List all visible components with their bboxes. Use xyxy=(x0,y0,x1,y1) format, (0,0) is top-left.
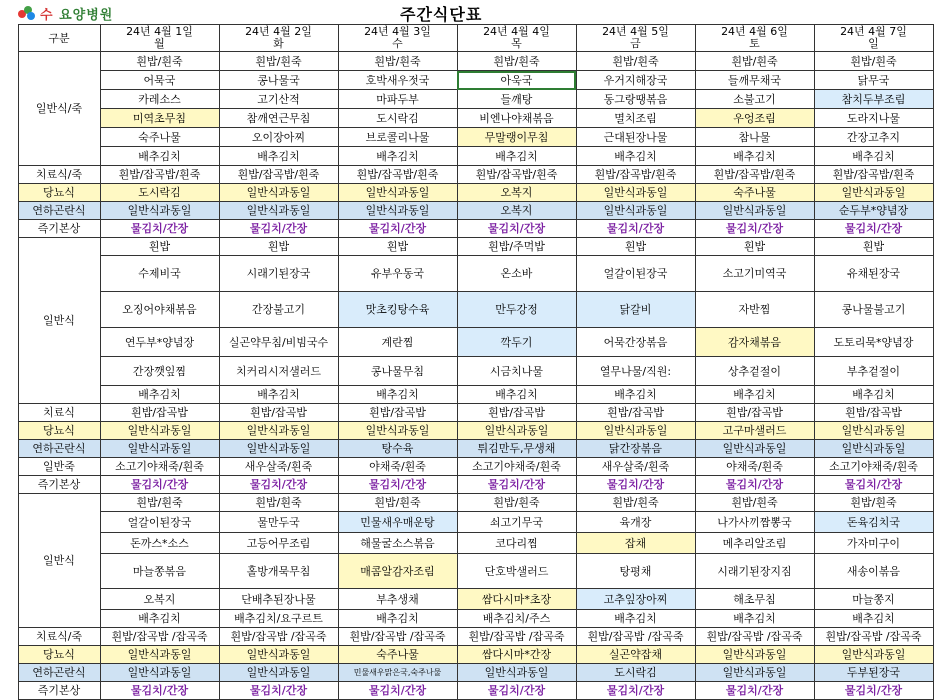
menu-cell: 코다리찜 xyxy=(457,533,576,554)
menu-cell: 배추김치 xyxy=(100,147,219,166)
menu-cell: 열무나물/직원: xyxy=(576,357,695,386)
dysphagia-cell: 두부된장국 xyxy=(814,664,933,682)
breakfast-row xyxy=(0,71,933,90)
menu-cell: 유채된장국 xyxy=(814,256,933,292)
menu-cell: 동그랑땡볶음 xyxy=(576,90,695,109)
dysphagia-cell: 일반식과동일 xyxy=(100,664,219,682)
therapy-cell: 흰밥/잡곡밥 /잡곡죽 xyxy=(457,628,576,646)
menu-cell: 계란찜 xyxy=(338,328,457,357)
diabetic-cell: 일반식과동일 xyxy=(814,422,933,440)
fixed-cell: 물김치/간장 xyxy=(576,476,695,494)
fixed-cell: 물김치/간장 xyxy=(100,220,219,238)
diabetic-cell: 일반식과동일 xyxy=(814,646,933,664)
day-of-week: 월 xyxy=(154,37,165,50)
dysphagia-cell: 일반식과동일 xyxy=(219,202,338,220)
menu-cell: 우엉조림 xyxy=(695,109,814,128)
dinner-diabetic-row xyxy=(0,646,933,664)
dysphagia-cell: 순두부*양념장 xyxy=(814,202,933,220)
menu-cell: 배추김치 xyxy=(219,147,338,166)
lunch-row xyxy=(0,357,933,386)
breakfast-row xyxy=(0,109,933,128)
fixed-cell: 물김치/간장 xyxy=(576,682,695,700)
breakfast-row xyxy=(0,128,933,147)
porridge-cell: 새우살죽/흰죽 xyxy=(219,458,338,476)
menu-cell: 오이장아찌 xyxy=(219,128,338,147)
dysphagia-cell: 튀김만두,무생채 xyxy=(457,440,576,458)
menu-cell: 오징어야채볶음 xyxy=(100,292,219,328)
diabetic-cell: 일반식과동일 xyxy=(457,422,576,440)
menu-cell: 단배추된장나물 xyxy=(219,589,338,610)
menu-cell: 얼갈이된장국 xyxy=(100,512,219,533)
therapy-cell: 흰밥/잡곡밥 xyxy=(219,404,338,422)
fixed-cell: 물김치/간장 xyxy=(457,682,576,700)
menu-cell: 배추김치 xyxy=(695,147,814,166)
therapy-cell: 흰밥/잡곡밥 /잡곡죽 xyxy=(100,628,219,646)
menu-cell: 자반찜 xyxy=(695,292,814,328)
menu-cell: 맛초킹탕수육 xyxy=(338,292,457,328)
logo-text-suffix: 요양병원 xyxy=(59,7,114,23)
menu-cell: 얼갈이된장국 xyxy=(576,256,695,292)
day-of-week: 토 xyxy=(749,37,760,50)
dysphagia-cell: 일반식과동일 xyxy=(695,202,814,220)
porridge-cell: 야채죽/흰죽 xyxy=(695,458,814,476)
fixed-cell: 물김치/간장 xyxy=(814,476,933,494)
dysphagia-cell: 일반식과동일 xyxy=(219,664,338,682)
menu-cell: 부추생채 xyxy=(338,589,457,610)
menu-cell: 무말랭이무침 xyxy=(457,128,576,147)
diabetic-cell: 숙주나물 xyxy=(338,646,457,664)
fixed-cell: 물김치/간장 xyxy=(695,682,814,700)
menu-cell: 쇠고기무국 xyxy=(457,512,576,533)
day-date: 24년 4월 6일 xyxy=(721,25,788,38)
fixed-cell: 물김치/간장 xyxy=(457,476,576,494)
dysphagia-cell: 도시락김 xyxy=(576,664,695,682)
menu-cell: 가자미구이 xyxy=(814,533,933,554)
dinner-row xyxy=(0,494,933,512)
dysphagia-cell: 일반식과동일 xyxy=(695,664,814,682)
menu-cell: 참깨연근무침 xyxy=(219,109,338,128)
menu-cell: 소불고기 xyxy=(695,90,814,109)
menu-cell: 흰밥 xyxy=(219,238,338,256)
diabetic-cell: 일반식과동일 xyxy=(814,184,933,202)
menu-cell: 단호박샐러드 xyxy=(457,554,576,589)
menu-cell: 마늘쫑지 xyxy=(814,589,933,610)
logo-flower-icon xyxy=(18,6,36,20)
diabetic-cell: 일반식과동일 xyxy=(695,646,814,664)
fixed-cell: 물김치/간장 xyxy=(100,476,219,494)
dysphagia-cell: 민물새우맑은국,숙주나물 xyxy=(338,664,457,682)
menu-cell: 만두강정 xyxy=(457,292,576,328)
dinner-row xyxy=(0,512,933,533)
porridge-label: 일반죽 xyxy=(18,458,100,476)
menu-cell: 배추김치 xyxy=(457,147,576,166)
menu-cell: 배추김치 xyxy=(814,386,933,404)
breakfast-row xyxy=(0,52,933,71)
breakfast-label: 일반식/죽 xyxy=(18,52,100,166)
lunch-row xyxy=(0,238,933,256)
day-header xyxy=(100,25,219,52)
menu-cell: 고등어무조림 xyxy=(219,533,338,554)
day-of-week: 화 xyxy=(273,37,284,50)
breakfast-diabetic-row xyxy=(0,184,933,202)
day-date: 24년 4월 5일 xyxy=(602,25,669,38)
menu-cell: 배추김치 xyxy=(338,386,457,404)
breakfast-row xyxy=(0,90,933,109)
menu-cell: 배추김치 xyxy=(695,386,814,404)
menu-cell: 흰밥 xyxy=(338,238,457,256)
day-of-week: 일 xyxy=(868,37,879,50)
dysphagia-cell: 일반식과동일 xyxy=(219,440,338,458)
menu-cell: 콩나물국 xyxy=(219,71,338,90)
menu-cell: 흰밥/흰죽 xyxy=(457,494,576,512)
header-label: 구분 xyxy=(18,25,100,52)
row-margin xyxy=(0,25,18,52)
menu-cell: 실곤약무침/비빔국수 xyxy=(219,328,338,357)
dysphagia-cell: 일반식과동일 xyxy=(576,202,695,220)
row-margin xyxy=(0,52,18,238)
lunch-row xyxy=(0,386,933,404)
menu-cell: 미역초무침 xyxy=(100,109,219,128)
therapy-cell: 흰밥/잡곡밥 xyxy=(338,404,457,422)
menu-cell: 배추김치 xyxy=(219,386,338,404)
diabetic-cell: 일반식과동일 xyxy=(338,422,457,440)
menu-cell: 흰밥/주먹밥 xyxy=(457,238,576,256)
hospital-logo xyxy=(18,4,113,22)
therapy-cell: 흰밥/잡곡밥/흰죽 xyxy=(695,166,814,184)
menu-cell: 해물굴소스볶음 xyxy=(338,533,457,554)
diabetic-cell: 일반식과동일 xyxy=(219,422,338,440)
diabetic-label: 당뇨식 xyxy=(18,422,100,440)
diabetic-cell: 고구마샐러드 xyxy=(695,422,814,440)
menu-cell: 어묵국 xyxy=(100,71,219,90)
fixed-cell: 물김치/간장 xyxy=(695,476,814,494)
logo-text-prefix: 수 xyxy=(40,7,54,23)
dinner-fixed-row xyxy=(0,682,933,700)
breakfast-row xyxy=(0,147,933,166)
therapy-cell: 흰밥/잡곡밥/흰죽 xyxy=(100,166,219,184)
menu-cell: 브로콜리나물 xyxy=(338,128,457,147)
menu-cell: 배추김치 xyxy=(814,610,933,628)
menu-cell: 잡채 xyxy=(576,533,695,554)
menu-cell: 호박새우젓국 xyxy=(338,71,457,90)
therapy-cell: 흰밥/잡곡밥 /잡곡죽 xyxy=(338,628,457,646)
day-header xyxy=(695,25,814,52)
day-header xyxy=(338,25,457,52)
dinner-row xyxy=(0,589,933,610)
menu-cell: 고기산적 xyxy=(219,90,338,109)
fixed-cell: 물김치/간장 xyxy=(100,682,219,700)
day-of-week: 금 xyxy=(630,37,641,50)
menu-cell: 배추김치/주스 xyxy=(457,610,576,628)
fixed-cell: 물김치/간장 xyxy=(338,220,457,238)
dysphagia-cell: 오복지 xyxy=(457,202,576,220)
dysphagia-cell: 일반식과동일 xyxy=(338,202,457,220)
menu-cell: 해초무침 xyxy=(695,589,814,610)
porridge-cell: 야채죽/흰죽 xyxy=(338,458,457,476)
menu-cell: 배추김치 xyxy=(338,147,457,166)
menu-cell: 멸치조림 xyxy=(576,109,695,128)
menu-cell: 도토리묵*양념장 xyxy=(814,328,933,357)
dysphagia-cell: 닭간장볶음 xyxy=(576,440,695,458)
menu-cell: 깍두기 xyxy=(457,328,576,357)
menu-cell: 돈까스*소스 xyxy=(100,533,219,554)
menu-cell: 연두부*양념장 xyxy=(100,328,219,357)
menu-cell: 마늘쫑볶음 xyxy=(100,554,219,589)
lunch-porridge-row xyxy=(0,458,933,476)
menu-cell: 아욱국 xyxy=(457,71,576,90)
menu-cell: 감자채볶음 xyxy=(695,328,814,357)
day-date: 24년 4월 4일 xyxy=(483,25,550,38)
menu-cell: 고추잎장아찌 xyxy=(576,589,695,610)
menu-cell: 쌈다시마*초장 xyxy=(457,589,576,610)
menu-cell: 카레소스 xyxy=(100,90,219,109)
menu-cell: 배추김치 xyxy=(814,147,933,166)
day-date: 24년 4월 2일 xyxy=(245,25,312,38)
menu-cell: 들깨무채국 xyxy=(695,71,814,90)
menu-cell: 나가사끼짬뽕국 xyxy=(695,512,814,533)
menu-cell: 시금치나물 xyxy=(457,357,576,386)
menu-cell: 흰밥/흰죽 xyxy=(219,52,338,71)
therapy-label: 치료식/죽 xyxy=(18,628,100,646)
menu-cell: 흰밥/흰죽 xyxy=(338,494,457,512)
fixed-label: 즉기본상 xyxy=(18,682,100,700)
menu-cell: 배추김치/요구르트 xyxy=(219,610,338,628)
menu-cell: 민물새우매운탕 xyxy=(338,512,457,533)
menu-cell: 배추김치 xyxy=(576,610,695,628)
dysphagia-cell: 일반식과동일 xyxy=(100,440,219,458)
menu-cell: 콩나물무침 xyxy=(338,357,457,386)
dysphagia-cell: 일반식과동일 xyxy=(814,440,933,458)
diabetic-cell: 일반식과동일 xyxy=(219,184,338,202)
therapy-label: 치료식 xyxy=(18,404,100,422)
fixed-cell: 물김치/간장 xyxy=(338,682,457,700)
day-header xyxy=(576,25,695,52)
menu-cell: 도라지나물 xyxy=(814,109,933,128)
menu-cell: 배추김치 xyxy=(100,610,219,628)
therapy-cell: 흰밥/잡곡밥/흰죽 xyxy=(457,166,576,184)
menu-cell: 간장깻잎찜 xyxy=(100,357,219,386)
diabetic-cell: 일반식과동일 xyxy=(338,184,457,202)
therapy-cell: 흰밥/잡곡밥/흰죽 xyxy=(219,166,338,184)
therapy-cell: 흰밥/잡곡밥 xyxy=(100,404,219,422)
lunch-therapy-row xyxy=(0,404,933,422)
menu-cell: 돈육김치국 xyxy=(814,512,933,533)
therapy-cell: 흰밥/잡곡밥 /잡곡죽 xyxy=(576,628,695,646)
menu-cell: 간장고추지 xyxy=(814,128,933,147)
row-margin xyxy=(0,238,18,494)
menu-cell: 비엔나야채볶음 xyxy=(457,109,576,128)
day-header xyxy=(457,25,576,52)
menu-cell: 흰밥/흰죽 xyxy=(219,494,338,512)
diabetic-cell: 일반식과동일 xyxy=(219,646,338,664)
menu-cell: 근대된장나물 xyxy=(576,128,695,147)
day-header xyxy=(814,25,933,52)
menu-cell: 오복지 xyxy=(100,589,219,610)
menu-cell: 우거지해장국 xyxy=(576,71,695,90)
day-date: 24년 4월 7일 xyxy=(840,25,907,38)
lunch-label: 일반식 xyxy=(18,238,100,404)
dysphagia-label: 연하곤란식 xyxy=(18,440,100,458)
menu-cell: 물만두국 xyxy=(219,512,338,533)
menu-cell: 새송이볶음 xyxy=(814,554,933,589)
day-date: 24년 4월 3일 xyxy=(364,25,431,38)
therapy-cell: 흰밥/잡곡밥 /잡곡죽 xyxy=(814,628,933,646)
menu-cell: 흰밥/흰죽 xyxy=(695,494,814,512)
diabetic-cell: 일반식과동일 xyxy=(576,184,695,202)
day-of-week: 목 xyxy=(511,37,522,50)
diabetic-cell: 오복지 xyxy=(457,184,576,202)
lunch-row xyxy=(0,328,933,357)
breakfast-therapy-row xyxy=(0,166,933,184)
menu-cell: 흰밥/흰죽 xyxy=(100,52,219,71)
diabetic-cell: 일반식과동일 xyxy=(100,646,219,664)
menu-cell: 유부우동국 xyxy=(338,256,457,292)
menu-cell: 흰밥/흰죽 xyxy=(814,494,933,512)
breakfast-fixed-row xyxy=(0,220,933,238)
dinner-dysphagia-row xyxy=(0,664,933,682)
porridge-cell: 소고기야채죽/흰죽 xyxy=(457,458,576,476)
menu-cell: 흰밥/흰죽 xyxy=(576,52,695,71)
menu-cell: 배추김치 xyxy=(457,386,576,404)
therapy-cell: 흰밥/잡곡밥 xyxy=(814,404,933,422)
menu-cell: 메추리알조림 xyxy=(695,533,814,554)
therapy-label: 치료식/죽 xyxy=(18,166,100,184)
diabetic-cell: 숙주나물 xyxy=(695,184,814,202)
dinner-row xyxy=(0,554,933,589)
dysphagia-cell: 일반식과동일 xyxy=(457,664,576,682)
menu-cell: 도시락김 xyxy=(338,109,457,128)
page-title: 주간식단표 xyxy=(400,5,483,24)
fixed-cell: 물김치/간장 xyxy=(576,220,695,238)
dinner-row xyxy=(0,610,933,628)
menu-cell: 닭갈비 xyxy=(576,292,695,328)
menu-cell: 홀방개묵무침 xyxy=(219,554,338,589)
menu-cell: 시래기된장국 xyxy=(219,256,338,292)
lunch-fixed-row xyxy=(0,476,933,494)
menu-cell: 흰밥/흰죽 xyxy=(457,52,576,71)
lunch-dysphagia-row xyxy=(0,440,933,458)
menu-cell: 소고기미역국 xyxy=(695,256,814,292)
menu-cell: 흰밥 xyxy=(576,238,695,256)
menu-cell: 흰밥/흰죽 xyxy=(338,52,457,71)
menu-cell: 흰밥 xyxy=(814,238,933,256)
fixed-cell: 물김치/간장 xyxy=(814,682,933,700)
fixed-cell: 물김치/간장 xyxy=(219,682,338,700)
diabetic-label: 당뇨식 xyxy=(18,184,100,202)
day-header xyxy=(219,25,338,52)
therapy-cell: 흰밥/잡곡밥/흰죽 xyxy=(338,166,457,184)
menu-cell: 수제비국 xyxy=(100,256,219,292)
menu-cell: 흰밥/흰죽 xyxy=(814,52,933,71)
diabetic-cell: 일반식과동일 xyxy=(100,422,219,440)
lunch-row xyxy=(0,292,933,328)
dysphagia-label: 연하곤란식 xyxy=(18,664,100,682)
lunch-diabetic-row xyxy=(0,422,933,440)
lunch-row xyxy=(0,256,933,292)
diabetic-cell: 일반식과동일 xyxy=(576,422,695,440)
fixed-label: 즉기본상 xyxy=(18,476,100,494)
menu-cell: 마파두부 xyxy=(338,90,457,109)
fixed-cell: 물김치/간장 xyxy=(814,220,933,238)
menu-cell: 흰밥/흰죽 xyxy=(100,494,219,512)
fixed-cell: 물김치/간장 xyxy=(695,220,814,238)
menu-cell: 닭무국 xyxy=(814,71,933,90)
menu-cell: 탕평채 xyxy=(576,554,695,589)
therapy-cell: 흰밥/잡곡밥 xyxy=(576,404,695,422)
fixed-cell: 물김치/간장 xyxy=(219,476,338,494)
dinner-label: 일반식 xyxy=(18,494,100,628)
menu-cell: 배추김치 xyxy=(695,610,814,628)
therapy-cell: 흰밥/잡곡밥 xyxy=(695,404,814,422)
therapy-cell: 흰밥/잡곡밥 /잡곡죽 xyxy=(695,628,814,646)
dysphagia-label: 연하곤란식 xyxy=(18,202,100,220)
menu-cell: 상추겉절이 xyxy=(695,357,814,386)
menu-table xyxy=(0,24,934,700)
menu-cell: 시래기된장지짐 xyxy=(695,554,814,589)
menu-cell: 흰밥 xyxy=(100,238,219,256)
diabetic-cell: 쌈다시마*간장 xyxy=(457,646,576,664)
dinner-therapy-row xyxy=(0,628,933,646)
porridge-cell: 새우살죽/흰죽 xyxy=(576,458,695,476)
menu-cell: 배추김치 xyxy=(576,147,695,166)
therapy-cell: 흰밥/잡곡밥/흰죽 xyxy=(576,166,695,184)
day-date: 24년 4월 1일 xyxy=(126,25,193,38)
menu-cell: 참치두부조림 xyxy=(814,90,933,109)
menu-cell: 콩나물불고기 xyxy=(814,292,933,328)
menu-cell: 숙주나물 xyxy=(100,128,219,147)
diabetic-cell: 실곤약잡채 xyxy=(576,646,695,664)
fixed-cell: 물김치/간장 xyxy=(219,220,338,238)
porridge-cell: 소고기야채죽/흰죽 xyxy=(100,458,219,476)
menu-cell: 온소바 xyxy=(457,256,576,292)
menu-cell: 흰밥/흰죽 xyxy=(576,494,695,512)
menu-cell: 치커리시저샐러드 xyxy=(219,357,338,386)
menu-cell: 흰밥/흰죽 xyxy=(695,52,814,71)
dysphagia-cell: 탕수육 xyxy=(338,440,457,458)
dysphagia-cell: 일반식과동일 xyxy=(695,440,814,458)
diabetic-label: 당뇨식 xyxy=(18,646,100,664)
breakfast-dysphagia-row xyxy=(0,202,933,220)
fixed-cell: 물김치/간장 xyxy=(457,220,576,238)
menu-cell: 간장불고기 xyxy=(219,292,338,328)
sheet-header xyxy=(0,0,936,24)
menu-cell: 배추김치 xyxy=(338,610,457,628)
diabetic-cell: 도시락김 xyxy=(100,184,219,202)
menu-cell: 배추김치 xyxy=(576,386,695,404)
therapy-cell: 흰밥/잡곡밥/흰죽 xyxy=(814,166,933,184)
dinner-row xyxy=(0,533,933,554)
fixed-cell: 물김치/간장 xyxy=(338,476,457,494)
menu-cell: 배추김치 xyxy=(100,386,219,404)
menu-cell: 어묵간장볶음 xyxy=(576,328,695,357)
row-margin xyxy=(0,494,18,700)
menu-cell: 흰밥 xyxy=(695,238,814,256)
day-of-week: 수 xyxy=(392,37,403,50)
porridge-cell: 소고기야채죽/흰죽 xyxy=(814,458,933,476)
menu-cell: 들깨탕 xyxy=(457,90,576,109)
therapy-cell: 흰밥/잡곡밥 xyxy=(457,404,576,422)
header-row xyxy=(0,25,933,52)
menu-cell: 매콤알감자조림 xyxy=(338,554,457,589)
menu-cell: 참나물 xyxy=(695,128,814,147)
dysphagia-cell: 일반식과동일 xyxy=(100,202,219,220)
fixed-label: 즉기본상 xyxy=(18,220,100,238)
menu-cell: 육개장 xyxy=(576,512,695,533)
therapy-cell: 흰밥/잡곡밥 /잡곡죽 xyxy=(219,628,338,646)
menu-cell: 부추겉절이 xyxy=(814,357,933,386)
